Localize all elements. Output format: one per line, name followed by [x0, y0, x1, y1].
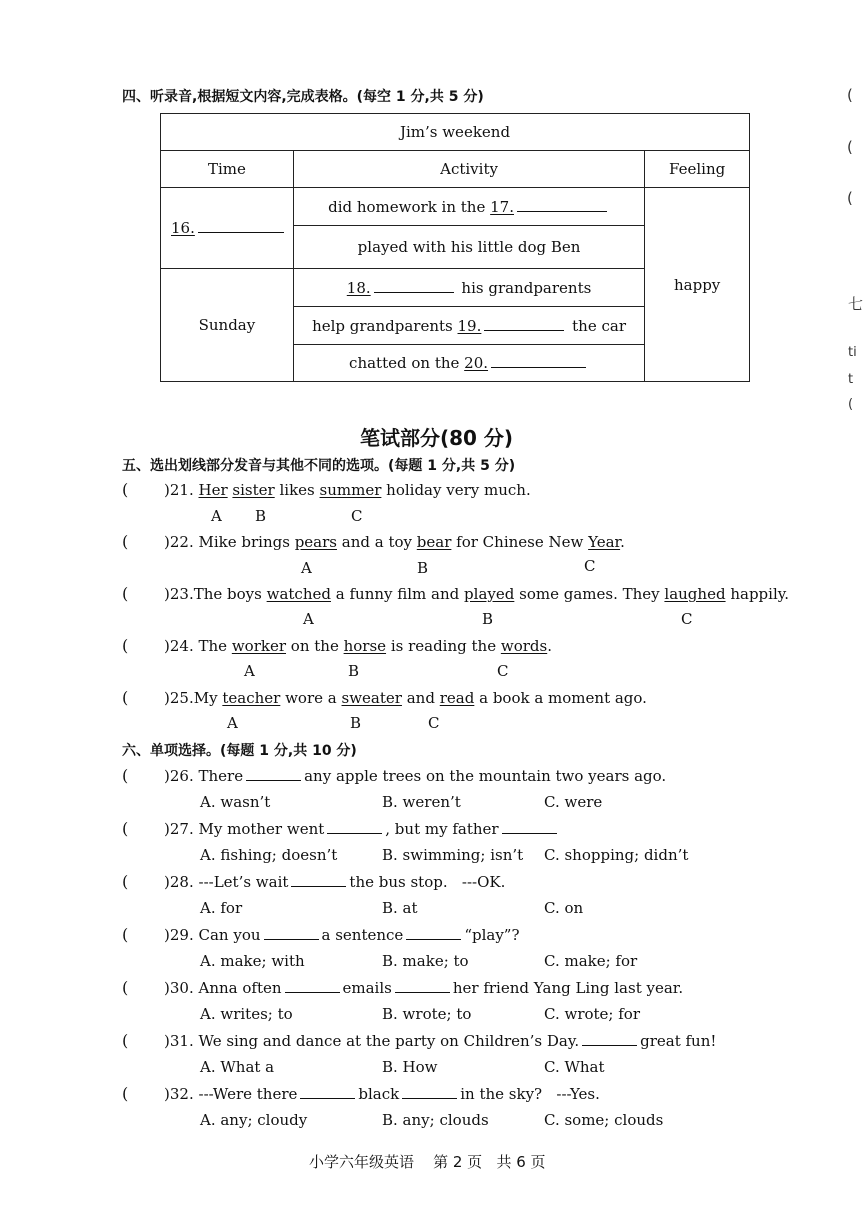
col-time-header: Time [161, 151, 294, 188]
q27-blank-1[interactable] [327, 832, 382, 834]
q27-text: My mother went [198, 820, 325, 838]
q32-option-c[interactable]: C. some; clouds [544, 1111, 664, 1129]
q22-label-b: B [417, 559, 429, 577]
question-31 [164, 1032, 716, 1050]
edge-mark-6: t [848, 372, 854, 387]
q29-text: Can you [198, 926, 261, 944]
q22-text: Mike brings [198, 533, 290, 551]
r5-activity-pre: chatted on the [349, 354, 460, 372]
answer-paren-23[interactable]: ( [122, 584, 129, 603]
q30-blank-1[interactable] [285, 991, 340, 993]
r4-activity-post: the car [572, 316, 627, 335]
q27-option-b[interactable]: B. swimming; isn’t [382, 846, 524, 864]
question-24 [164, 637, 552, 655]
question-21 [164, 481, 531, 499]
q27-blank-2[interactable] [502, 832, 557, 834]
q23-label-b: B [482, 610, 494, 628]
q23-text-end: happily. [730, 585, 789, 603]
answer-paren-24[interactable]: ( [122, 636, 129, 655]
q28-option-c[interactable]: C. on [544, 899, 584, 917]
q25-text-end: a book a moment ago. [479, 689, 647, 707]
q21-label-b: B [255, 507, 267, 525]
q25-label-b: B [350, 714, 362, 732]
q25-option-b-word: sweater [341, 689, 402, 707]
q30-text-3: her friend Yang Ling last year. [452, 979, 684, 997]
q23-text-2: a funny film and [335, 585, 460, 603]
q26-blank[interactable] [246, 779, 301, 781]
blank-19[interactable] [484, 329, 564, 331]
q24-number: )24. [164, 637, 194, 655]
q21-label-a: A [211, 507, 222, 525]
q28-number: )28. [164, 873, 194, 891]
q28-text-2: the bus stop. ---OK. [349, 873, 506, 891]
q29-blank-1[interactable] [264, 938, 319, 940]
q28-text: ---Let’s wait [198, 873, 289, 891]
question-32 [164, 1085, 600, 1103]
q21-text: likes [279, 481, 315, 499]
q32-blank-2[interactable] [402, 1097, 457, 1099]
section5-heading: 五、选出划线部分发音与其他不同的选项。(每题 1 分,共 5 分) [122, 458, 516, 474]
r1-activity-text: did homework in the [328, 197, 486, 216]
r3-time-cell: Sunday [161, 269, 294, 382]
q25-label-c: C [428, 714, 440, 732]
q32-option-a[interactable]: A. any; cloudy [200, 1111, 308, 1129]
answer-paren-30[interactable]: ( [122, 978, 129, 997]
q32-blank-1[interactable] [300, 1097, 355, 1099]
q32-text: ---Were there [198, 1085, 298, 1103]
q25-option-a-word: teacher [222, 689, 281, 707]
q26-option-c[interactable]: C. were [544, 793, 603, 811]
blank-20-label: 20. [464, 354, 489, 372]
question-22 [164, 533, 625, 551]
feeling-cell: happy [645, 188, 750, 382]
question-30 [164, 979, 683, 997]
table-title: Jim’s weekend [161, 114, 750, 151]
q21-label-c: C [351, 507, 363, 525]
answer-paren-28[interactable]: ( [122, 872, 129, 891]
q30-option-a[interactable]: A. writes; to [200, 1005, 293, 1023]
q22-period: . [620, 533, 625, 551]
question-26 [164, 767, 666, 785]
q21-option-c-word: summer [319, 481, 382, 499]
jims-weekend-table [160, 113, 750, 382]
q30-blank-2[interactable] [395, 991, 450, 993]
page-footer: 小学六年级英语 第 2 页 共 6 页 [309, 1153, 546, 1171]
q30-text-2: emails [342, 979, 392, 997]
q30-option-b[interactable]: B. wrote; to [382, 1005, 472, 1023]
r4-activity-cell [293, 307, 644, 345]
r3-activity-text: his grandparents [461, 278, 592, 297]
q25-number: )25. [164, 689, 194, 707]
answer-paren-32[interactable]: ( [122, 1084, 129, 1103]
q24-option-c-word: words [500, 637, 548, 655]
q25-label-a: A [227, 714, 238, 732]
r5-activity-cell [293, 345, 644, 382]
q27-text-2: , but my father [385, 820, 499, 838]
blank-17-label: 17. [490, 197, 514, 216]
q28-option-a[interactable]: A. for [200, 899, 243, 917]
q22-text-3: for Chinese New [456, 533, 584, 551]
q29-text-2: a sentence [321, 926, 404, 944]
answer-paren-29[interactable]: ( [122, 925, 129, 944]
blank-16[interactable] [198, 231, 284, 233]
q22-text-2: and a toy [341, 533, 412, 551]
question-23 [164, 585, 789, 603]
q25-text-3: and [406, 689, 435, 707]
q23-option-c-word: laughed [664, 585, 726, 603]
q22-label-c: C [584, 557, 596, 575]
edge-mark-4: 七 [848, 295, 864, 313]
q31-text-2: great fun! [640, 1032, 717, 1050]
q31-number: )31. [164, 1032, 194, 1050]
q27-option-c[interactable]: C. shopping; didn’t [544, 846, 689, 864]
question-27 [164, 820, 560, 838]
q29-option-b[interactable]: B. make; to [382, 952, 469, 970]
q31-option-b[interactable]: B. How [382, 1058, 438, 1076]
edge-mark-3: ( [847, 189, 853, 207]
answer-paren-27[interactable]: ( [122, 819, 129, 838]
q21-option-a-word: Her [198, 481, 228, 499]
q23-label-a: A [303, 610, 314, 628]
q24-option-a-word: worker [231, 637, 287, 655]
q26-option-a[interactable]: A. wasn’t [200, 793, 271, 811]
q29-blank-2[interactable] [406, 938, 461, 940]
q30-number: )30. [164, 979, 194, 997]
r1-activity-cell [293, 188, 644, 226]
q28-option-b[interactable]: B. at [382, 899, 418, 917]
q22-option-c-word: Year [588, 533, 621, 551]
q24-label-a: A [244, 662, 255, 680]
q26-option-b[interactable]: B. weren’t [382, 793, 461, 811]
q23-number: )23. [164, 585, 194, 603]
q32-text-3: in the sky? ---Yes. [460, 1085, 600, 1103]
blank-18-label: 18. [346, 278, 371, 297]
q22-label-a: A [301, 559, 312, 577]
answer-paren-31[interactable]: ( [122, 1031, 129, 1050]
q23-text: The boys [193, 585, 262, 603]
q25-text: My [193, 689, 218, 707]
q26-number: )26. [164, 767, 194, 785]
q32-text-2: black [358, 1085, 400, 1103]
question-25 [164, 689, 647, 707]
q21-text-end: holiday very much. [386, 481, 531, 499]
q23-text-3: some games. They [519, 585, 660, 603]
edge-mark-5: ti [848, 345, 857, 360]
blank-20[interactable] [491, 366, 586, 368]
edge-mark-2: ( [847, 138, 853, 156]
r4-activity-pre: help grandparents [312, 316, 453, 335]
q26-text-2: any apple trees on the mountain two years ago. [304, 767, 667, 785]
answer-paren-22[interactable]: ( [122, 532, 129, 551]
blank-17[interactable] [517, 210, 607, 212]
q22-option-a-word: pears [294, 533, 337, 551]
q24-text-2: on the [290, 637, 339, 655]
q21-option-b-word: sister [232, 481, 275, 499]
q24-option-b-word: horse [343, 637, 387, 655]
q31-text: We sing and dance at the party on Children’s Day. [198, 1032, 580, 1050]
written-part-title: 笔试部分(80 分) [360, 426, 514, 450]
q25-option-c-word: read [439, 689, 475, 707]
q26-text: There [198, 767, 244, 785]
q30-option-c[interactable]: C. wrote; for [544, 1005, 640, 1023]
q24-label-c: C [497, 662, 509, 680]
q25-text-2: wore a [285, 689, 337, 707]
q29-option-c[interactable]: C. make; for [544, 952, 638, 970]
q24-label-b: B [348, 662, 360, 680]
q23-option-b-word: played [464, 585, 515, 603]
q22-number: )22. [164, 533, 194, 551]
question-28 [164, 873, 505, 891]
q31-option-c[interactable]: C. What [544, 1058, 605, 1076]
r2-activity-cell: played with his little dog Ben [293, 226, 644, 269]
q32-option-b[interactable]: B. any; clouds [382, 1111, 489, 1129]
q24-text: The [198, 637, 228, 655]
answer-paren-21[interactable]: ( [122, 480, 129, 499]
q31-blank[interactable] [582, 1044, 637, 1046]
q30-text: Anna often [198, 979, 282, 997]
q29-number: )29. [164, 926, 194, 944]
edge-mark-1: ( [847, 86, 853, 104]
q24-period: . [547, 637, 552, 655]
blank-16-label: 16. [171, 219, 195, 237]
answer-paren-26[interactable]: ( [122, 766, 129, 785]
blank-19-label: 19. [457, 316, 482, 335]
answer-paren-25[interactable]: ( [122, 688, 129, 707]
r1-time-cell [161, 188, 294, 269]
q29-option-a[interactable]: A. make; with [200, 952, 305, 970]
r3-activity-cell [293, 269, 644, 307]
q23-label-c: C [681, 610, 693, 628]
q27-option-a[interactable]: A. fishing; doesn’t [200, 846, 338, 864]
q22-option-b-word: bear [416, 533, 452, 551]
q31-option-a[interactable]: A. What a [200, 1058, 275, 1076]
edge-mark-7: ( [848, 397, 854, 412]
col-feeling-header: Feeling [645, 151, 750, 188]
q23-option-a-word: watched [266, 585, 331, 603]
question-29 [164, 926, 520, 944]
blank-18[interactable] [374, 291, 454, 293]
q28-blank[interactable] [291, 885, 346, 887]
section6-heading: 六、单项选择。(每题 1 分,共 10 分) [122, 743, 357, 759]
q32-number: )32. [164, 1085, 194, 1103]
q24-text-3: is reading the [390, 637, 497, 655]
col-activity-header: Activity [293, 151, 644, 188]
q27-number: )27. [164, 820, 194, 838]
q21-number: )21. [164, 481, 194, 499]
q29-text-3: “play”? [464, 926, 520, 944]
section4-heading: 四、听录音,根据短文内容,完成表格。(每空 1 分,共 5 分) [122, 89, 484, 105]
